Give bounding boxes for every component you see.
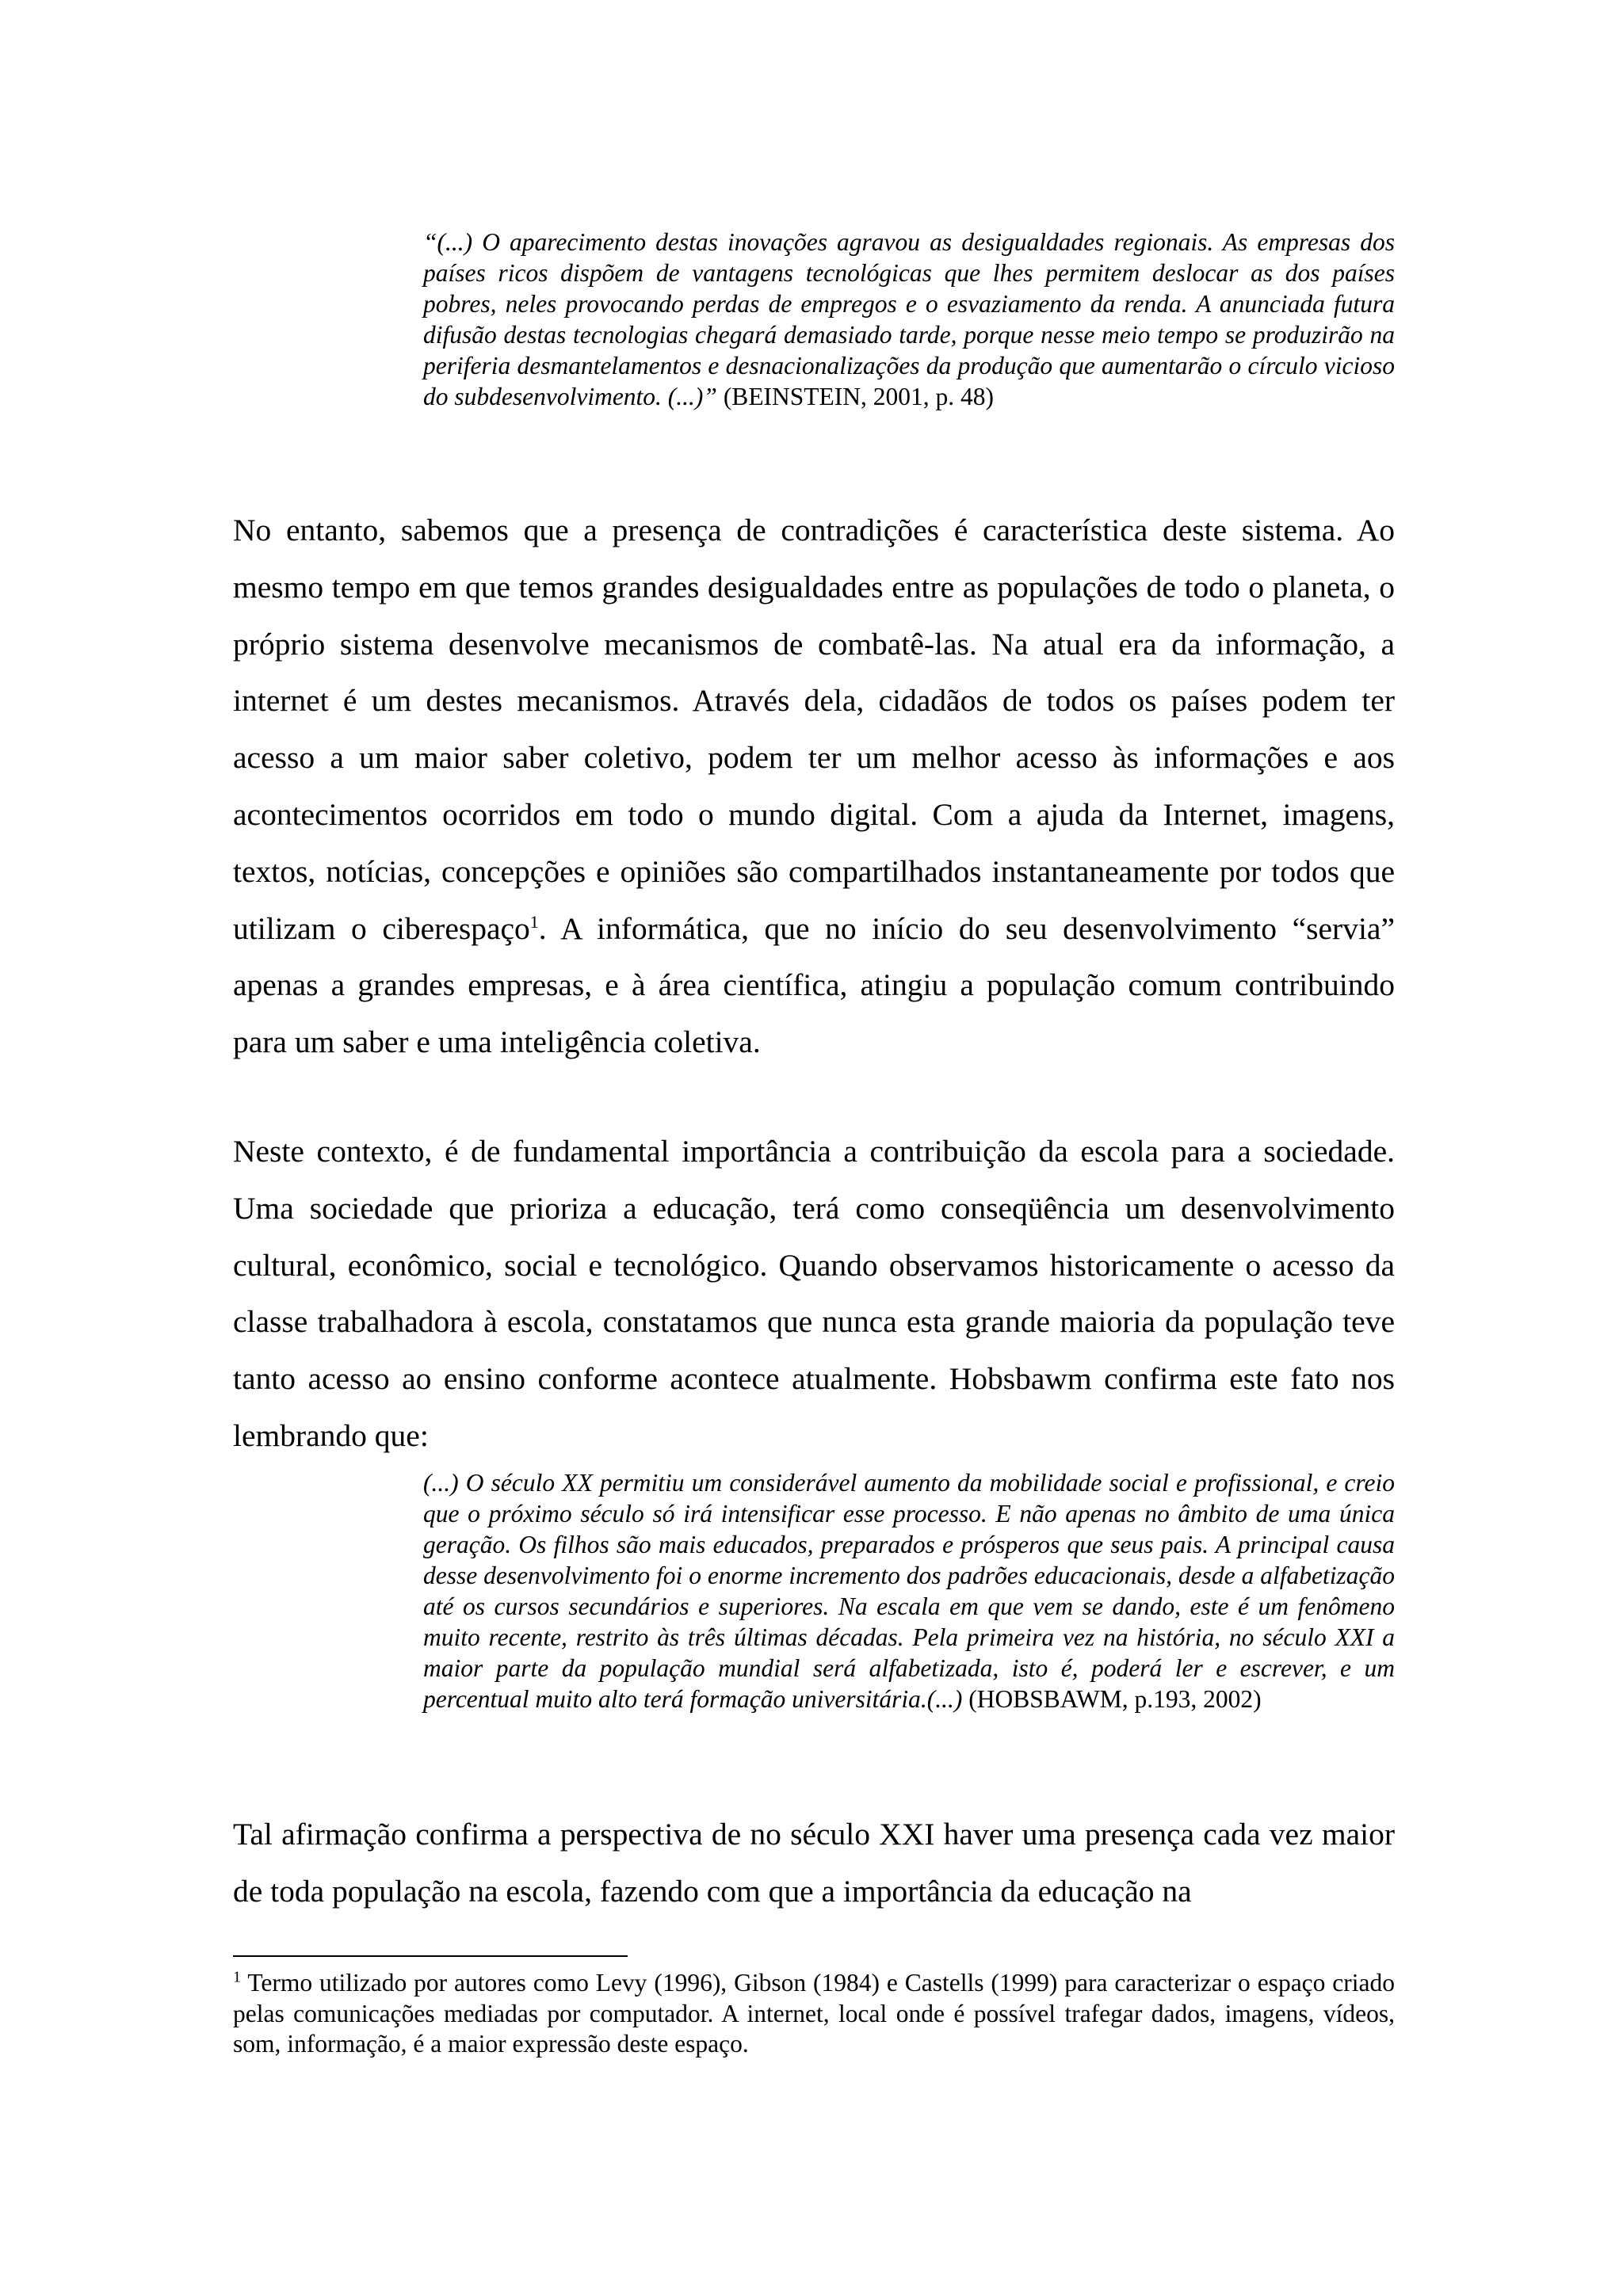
block-quote-hobsbawm bbox=[423, 1467, 1395, 1714]
paragraph-text: No entanto, sabemos que a presença de contradições é característica deste sistema. Ao mesmo tempo em que temos grandes desigualdades entre as populações de todo o planeta, o próprio sistema desenvolve mecanismos de combatê-las. Na atual era da informação, a internet é um destes mecanismos. Através dela, cidadãos de todos os países podem ter acesso a um maior saber coletivo, podem ter um melhor acesso às informações e aos acontecimentos ocorridos em todo o mundo digital. Com a ajuda da Internet, imagens, textos, notícias, concepções e opiniões são compartilhados instantaneamente por todos que utilizam o ciberespaço bbox=[233, 513, 1395, 946]
footnote-text: Termo utilizado por autores como Levy (1996), Gibson (1984) e Castells (1999) para caracterizar o espaço criado pelas comunicações mediadas por computador. A internet, local onde é possível trafegar dados, imagens, vídeos, som, informação, é a maior expressão deste espaço. bbox=[233, 1969, 1395, 2058]
footnote-number: 1 bbox=[233, 1968, 241, 1986]
paragraph-text-continued: . A informática, que no início do seu desenvolvimento “servia” apenas a grandes empresas, e à área científica, atingiu a população comum contribuindo para um saber e uma inteligência coletiva. bbox=[233, 910, 1395, 1060]
body-paragraph-2: Neste contexto, é de fundamental importância a contribuição da escola para a sociedade. Uma sociedade que prioriza a educação, terá como conseqüência um desenvolvimento cultural, econômico, social e tecnológico. Quando observamos historicamente o acesso da classe trabalhadora à escola, constatamos que nunca esta grande maioria da população teve tanto acesso ao ensino conforme acontece atualmente. Hobsbawm confirma este fato nos lembrando que: bbox=[233, 1134, 1395, 1453]
quote-citation: (HOBSBAWM, p.193, 2002) bbox=[968, 1685, 1262, 1713]
footnote bbox=[233, 1968, 1395, 2060]
quote-text: “(...) O aparecimento destas inovações agravou as desigualdades regionais. As empresas dos países ricos dispõem de vantagens tecnológicas que lhes permitem deslocar as dos países pobres, neles provocando perdas de empregos e o esvaziamento da renda. A anunciada futura difusão destas tecnologias chegará demasiado tarde, porque nesse meio tempo se produzirão na periferia desmantelamentos e desnacionalizações da produção que aumentarão o círculo vicioso do subdesenvolvimento. (...)” bbox=[423, 228, 1395, 410]
block-quote-beinstein bbox=[423, 227, 1395, 412]
footnote-reference: 1 bbox=[529, 911, 539, 932]
quote-citation: (BEINSTEIN, 2001, p. 48) bbox=[723, 383, 995, 410]
quote-text: (...) O século XX permitiu um considerável aumento da mobilidade social e profissional, e creio que o próximo século só irá intensificar esse processo. E não apenas no âmbito de uma única geração. Os filhos são mais educados, preparados e prósperos que seus pais. A principal causa desse desenvolvimento foi o enorme incremento dos padrões educacionais, desde a alfabetização até os cursos secundários e superiores. Na escala em que vem se dando, este é um fenômeno muito recente, restrito às três últimas décadas. Pela primeira vez na história, no século XXI a maior parte da população mundial será alfabetizada, isto é, poderá ler e escrever, e um percentual muito alto terá formação universitária.(...) bbox=[423, 1469, 1395, 1713]
body-paragraph-1 bbox=[233, 502, 1395, 1071]
footnote-separator bbox=[233, 1955, 628, 1957]
body-paragraph-3: Tal afirmação confirma a perspectiva de no século XXI haver uma presença cada vez maior de toda população na escola, fazendo com que a importância da educação na bbox=[233, 1817, 1395, 1909]
